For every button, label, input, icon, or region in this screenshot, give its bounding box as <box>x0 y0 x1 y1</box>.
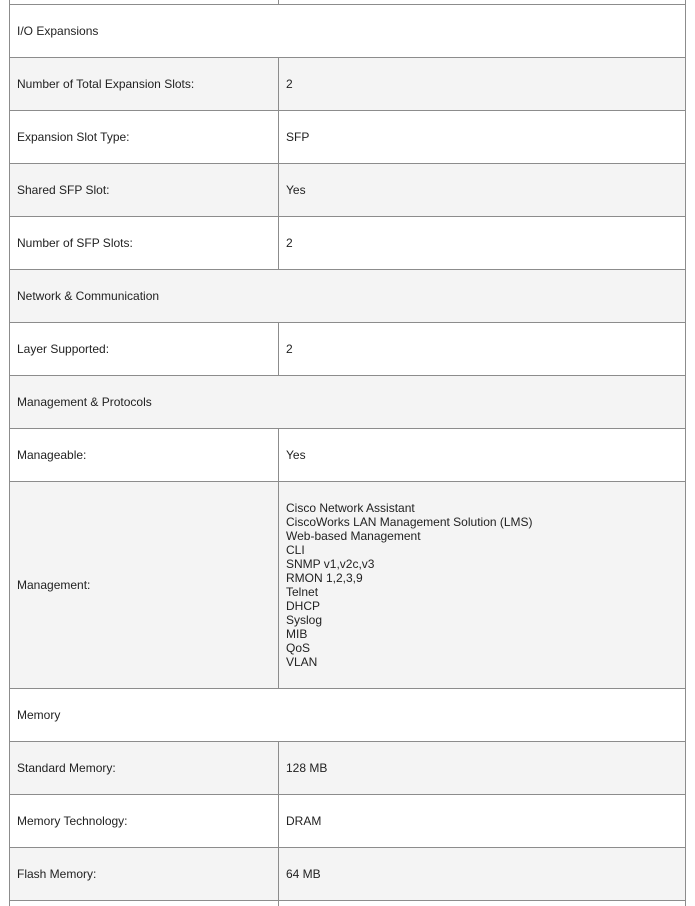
spec-value: SFP <box>286 130 310 144</box>
table-row <box>9 216 686 269</box>
table-row <box>9 110 686 163</box>
list-item: CLI <box>286 543 305 557</box>
list-item: Syslog <box>286 613 323 627</box>
list-item: SNMP v1,v2c,v3 <box>286 557 375 571</box>
spec-value: 2 <box>286 77 293 91</box>
value-cell-empty <box>279 901 685 906</box>
section-row-management-protocols <box>9 375 686 428</box>
list-item: Cisco Network Assistant <box>286 501 415 515</box>
section-title: I/O Expansions <box>17 24 99 38</box>
spec-value: Yes <box>286 183 306 197</box>
spec-label: Standard Memory: <box>10 742 279 794</box>
list-item: MIB <box>286 627 308 641</box>
management-list <box>286 501 533 669</box>
section-title: Memory <box>17 708 61 722</box>
list-item: Telnet <box>286 585 319 599</box>
list-item: Web-based Management <box>286 529 421 543</box>
spec-label: Number of Total Expansion Slots: <box>10 58 279 110</box>
table-row <box>9 322 686 375</box>
spec-value: 128 MB <box>286 761 328 775</box>
value-cell-empty <box>279 0 685 4</box>
table-row <box>9 847 686 900</box>
spec-value: 2 <box>286 236 293 250</box>
spec-label: Shared SFP Slot: <box>10 164 279 216</box>
section-title: Network & Communication <box>17 289 160 303</box>
table-row <box>9 57 686 110</box>
table-row-partial-top <box>9 0 686 4</box>
list-item: QoS <box>286 641 311 655</box>
spec-value: Yes <box>286 448 306 462</box>
list-item: DHCP <box>286 599 321 613</box>
spec-value: 2 <box>286 342 293 356</box>
spec-label: Manageable: <box>10 429 279 481</box>
spec-value: 64 MB <box>286 867 321 881</box>
section-row-io-expansions <box>9 4 686 57</box>
list-item: RMON 1,2,3,9 <box>286 571 363 585</box>
table-row <box>9 794 686 847</box>
list-item: CiscoWorks LAN Management Solution (LMS) <box>286 515 533 529</box>
spec-label: Expansion Slot Type: <box>10 111 279 163</box>
table-row-partial-bottom <box>9 900 686 906</box>
spec-value: DRAM <box>286 814 322 828</box>
label-cell-empty <box>10 0 279 4</box>
spec-table <box>9 0 686 906</box>
section-row-memory <box>9 688 686 741</box>
table-row <box>9 741 686 794</box>
list-item: VLAN <box>286 655 318 669</box>
spec-label: Layer Supported: <box>10 323 279 375</box>
section-title: Management & Protocols <box>17 395 152 409</box>
spec-label: Management: <box>10 482 279 688</box>
label-cell-empty <box>10 901 279 906</box>
spec-label: Flash Memory: <box>10 848 279 900</box>
spec-label: Memory Technology: <box>10 795 279 847</box>
section-row-network-communication <box>9 269 686 322</box>
table-row <box>9 428 686 481</box>
table-row-management <box>9 481 686 688</box>
table-row <box>9 163 686 216</box>
spec-value-list-cell <box>279 482 685 688</box>
spec-label: Number of SFP Slots: <box>10 217 279 269</box>
